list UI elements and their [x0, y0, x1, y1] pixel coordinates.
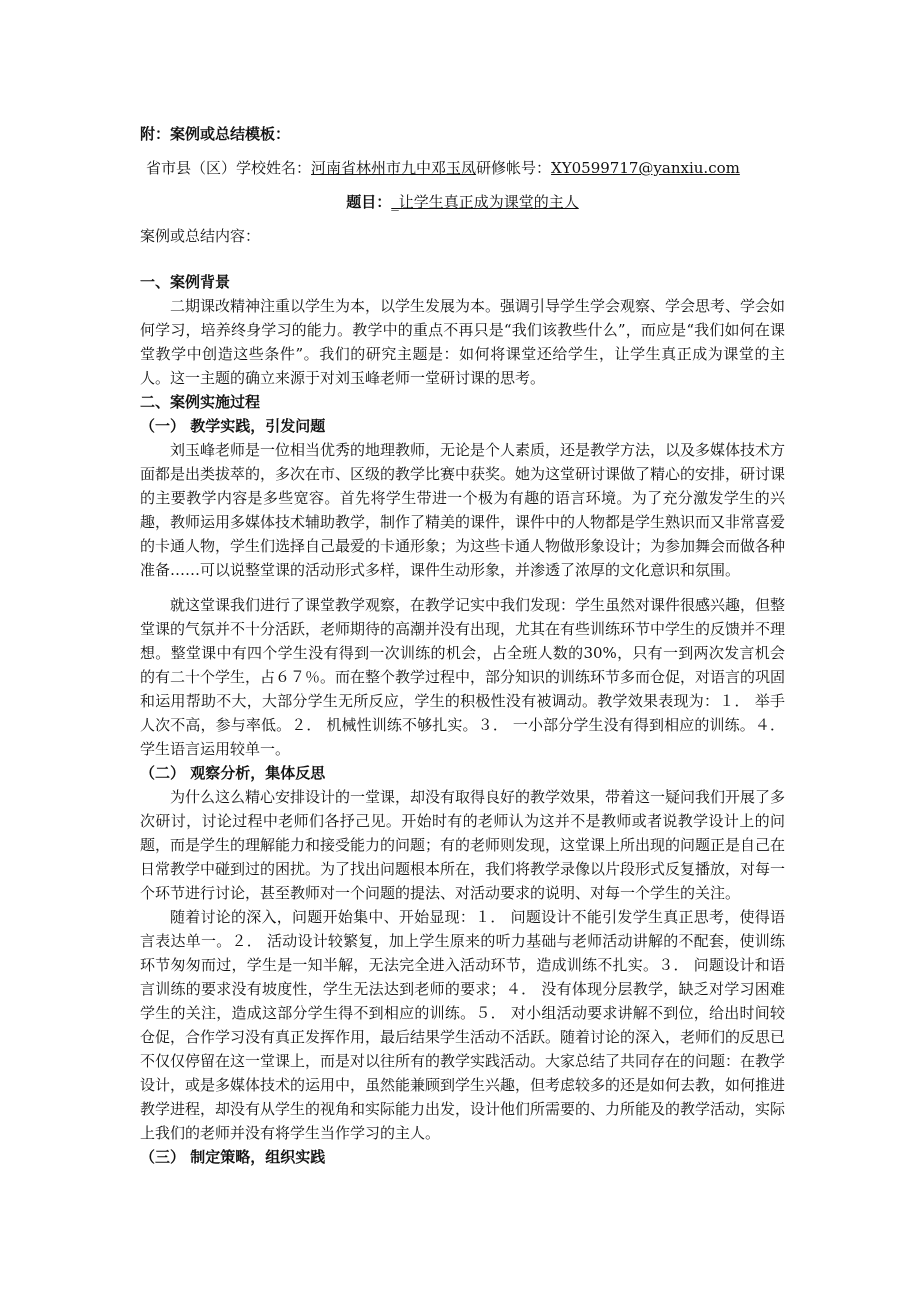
account-label: 研修帐号：: [476, 159, 552, 177]
subsection-1-heading: （一） 教学实践，引发问题: [140, 417, 326, 435]
subsection-3-heading: （三） 制定策略，组织实践: [140, 1148, 326, 1166]
subsection-2-paragraph-2: 随着讨论的深入，问题开始集中、开始显现：１． 问题设计不能引发学生真正思考，使得语言表达单一。２． 活动设计较繁复，加上学生原来的听力基础与老师活动讲解的不配套，使训练环节匆匆而过，学生是一知半解，无法完全进入活动环节，造成训练不扎实。３． 问题设计和语言训练的要求没有坡度性，学生无法达到老师的要求；４． 没有体现分层教学，缺乏对学习困难学生的关注，造成这部分学生得不到相应的训练。５． 对小组活动要求讲解不到位，给出时间较仓促，合作学习没有真正发挥作用，最后结果学生活动不活跃。随着讨论的深入，老师们的反思已不仅仅停留在这一堂课上，而是对以往所有的教学实践活动。大家总结了共同存在的问题：在教学设计，或是多媒体技术的运用中，虽然能兼顾到学生兴趣，但考虑较多的还是如何去教，如何推进教学进程，却没有从学生的视角和实际能力出发，设计他们所需要的、力所能及的教学活动，实际上我们的老师并没有将学生当作学习的主人。: [140, 908, 786, 1142]
account-value: XY0599717@yanxiu.com: [551, 159, 740, 177]
school-value: 河南省林州市九中邓玉凤: [311, 159, 477, 177]
title-label: 题目：: [346, 193, 392, 211]
school-label: 省市县（区）学校姓名：: [146, 159, 312, 177]
title-value: _让学生真正成为课堂的主人: [391, 193, 579, 211]
section-2-heading: 二、案例实施过程: [140, 393, 261, 411]
appendix-heading: 附：案例或总结模板：: [140, 125, 291, 143]
subsection-1-paragraph-1: 刘玉峰老师是一位相当优秀的地理教师，无论是个人素质，还是教学方法，以及多媒体技术方面都是出类拔萃的，多次在市、区级的教学比赛中获奖。她为这堂研讨课做了精心的安排，研讨课的主要教学内容是多些宽容。首先将学生带进一个极为有趣的语言环境。为了充分激发学生的兴趣，教师运用多媒体技术辅助教学，制作了精美的课件，课件中的人物都是学生熟识而又非常喜爱的卡通人物，学生们选择自己最爱的卡通形象；为这些卡通人物做形象设计；为参加舞会而做各种准备……可以说整堂课的活动形式多样，课件生动形象，并渗透了浓厚的文化意识和氛围。: [140, 441, 786, 579]
author-info-line: [140, 156, 785, 180]
section-1-heading: 一、案例背景: [140, 273, 231, 291]
section-1-paragraph: 二期课改精神注重以学生为本，以学生发展为本。强调引导学生学会观察、学会思考、学会如何学习，培养终身学习的能力。教学中的重点不再只是“我们该教些什么”，而应是“我们如何在课堂教学中创造这些条件”。我们的研究主题是：如何将课堂还给学生，让学生真正成为课堂的主人。这一主题的确立来源于对刘玉峰老师一堂研讨课的思考。: [140, 297, 786, 387]
subsection-2-paragraph-1: 为什么这么精心安排设计的一堂课，却没有取得良好的教学效果，带着这一疑问我们开展了多次研讨，讨论过程中老师们各抒己见。开始时有的老师认为这并不是教师或者说教学设计上的问题，而是学生的理解能力和接受能力的问题；有的老师则发现，这堂课上所出现的问题正是自己在日常教学中碰到过的困扰。为了找出问题根本所在，我们将教学录像以片段形式反复播放，对每一个环节进行讨论，甚至教师对一个问题的提法、对活动要求的说明、对每一个学生的关注。: [140, 788, 786, 902]
subsection-1-paragraph-2: 就这堂课我们进行了课堂教学观察，在教学记实中我们发现：学生虽然对课件很感兴趣，但整堂课的气氛并不十分活跃，老师期待的高潮并没有出现，尤其在有些训练环节中学生的反馈并不理想。整堂课中有四个学生没有得到一次训练的机会，占全班人数的30%，只有一到两次发言机会的有二十个学生，占６７％。而在整个教学过程中，部分知识的训练环节多而仓促，对语言的巩固和运用帮助不大，大部分学生无所反应，学生的积极性没有被调动。教学效果表现为：１． 举手人次不高，参与率低。２． 机械性训练不够扎实。３． 一小部分学生没有得到相应的训练。４． 学生语言运用较单一。: [140, 596, 786, 758]
subsection-2-heading: （二） 观察分析，集体反思: [140, 764, 326, 782]
document-page: [140, 122, 785, 1169]
title-line: [140, 190, 785, 214]
content-label: 案例或总结内容：: [140, 227, 261, 245]
